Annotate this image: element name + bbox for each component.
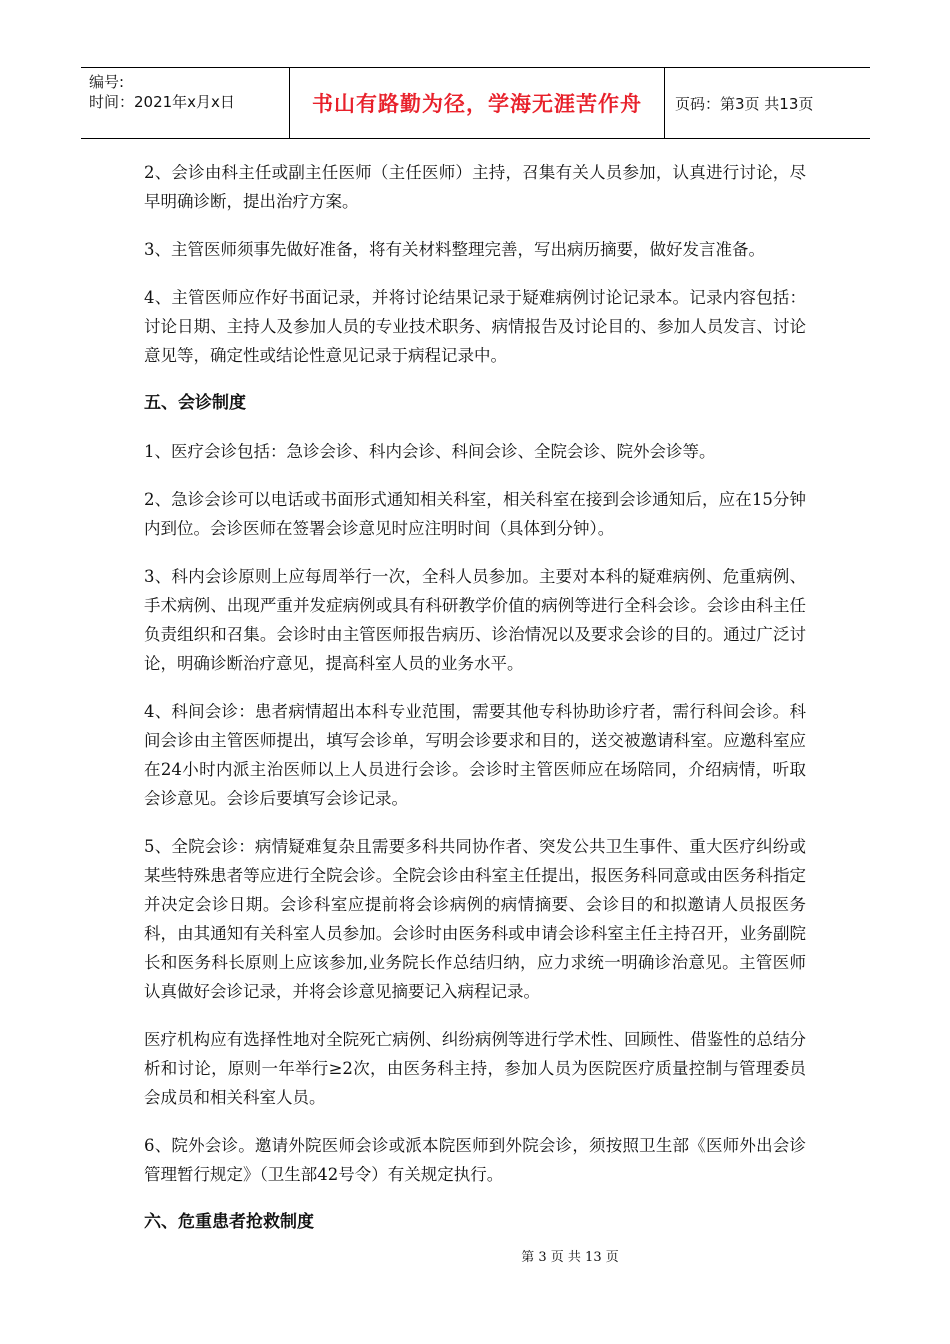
page-header (81, 67, 870, 139)
paragraph: 6、院外会诊。邀请外院医师会诊或派本院医师到外院会诊，须按照卫生部《医师外出会诊管理暂行规定》（卫生部42号令）有关规定执行。 (144, 1136, 806, 1184)
paragraph: 3、科内会诊原则上应每周举行一次，全科人员参加。主要对本科的疑难病例、危重病例、手术病例、出现严重并发症病例或具有科研教学价值的病例等进行全科会诊。会诊由科主任负责组织和召集。会诊时由主管医师报告病历、诊治情况以及要求会诊的目的。通过广泛讨论，明确诊断治疗意见，提高科室人员的业务水平。 (144, 567, 806, 673)
paragraph: 医疗机构应有选择性地对全院死亡病例、纠纷病例等进行学术性、回顾性、借鉴性的总结分析和讨论，原则一年举行≥2次，由医务科主持，参加人员为医院医疗质量控制与管理委员会成员和相关科室人员。 (144, 1030, 806, 1107)
paragraph: 4、科间会诊：患者病情超出本科专业范围，需要其他专科协助诊疗者，需行科间会诊。科间会诊由主管医师提出，填写会诊单，写明会诊要求和目的，送交被邀请科室。应邀科室应在24小时内派主治医师以上人员进行会诊。会诊时主管医师应在场陪同，介绍病情，听取会诊意见。会诊后要填写会诊记录。 (144, 702, 806, 808)
page-footer: 第 3 页 共 13 页 (521, 1250, 619, 1265)
paragraph: 3、主管医师须事先做好准备，将有关材料整理完善，写出病历摘要，做好发言准备。 (144, 240, 765, 259)
header-page-number: 页码：第3页 共13页 (675, 94, 814, 113)
paragraph: 2、急诊会诊可以电话或书面形式通知相关科室，相关科室在接到会诊通知后，应在15分钟内到位。会诊医师在签署会诊意见时应注明时间（具体到分钟）。 (144, 490, 806, 538)
document-time: 时间：2021年x月x日 (89, 93, 235, 111)
section-heading-rescue: 六、危重患者抢救制度 (144, 1212, 314, 1232)
paragraph: 4、主管医师应作好书面记录，并将讨论结果记录于疑难病例讨论记录本。记录内容包括：讨论日期、主持人及参加人员的专业技术职务、病情报告及讨论目的、参加人员发言、讨论意见等，确定性或结论性意见记录于病程记录中。 (144, 288, 806, 365)
header-meta (81, 68, 289, 138)
paragraph: 2、会诊由科主任或副主任医师（主任医师）主持，召集有关人员参加，认真进行讨论，尽早明确诊断，提出治疗方案。 (144, 163, 806, 211)
document-number: 编号: (89, 73, 125, 91)
paragraph: 5、全院会诊：病情疑难复杂且需要多科共同协作者、突发公共卫生事件、重大医疗纠纷或某些特殊患者等应进行全院会诊。全院会诊由科室主任提出，报医务科同意或由医务科指定并决定会诊日期。会诊科室应提前将会诊病例的病情摘要、会诊目的和拟邀请人员报医务科，由其通知有关科室人员参加。会诊时由医务科或申请会诊科室主任主持召开，业务副院长和医务科长原则上应该参加,业务院长作总结归纳，应力求统一明确诊治意见。主管医师认真做好会诊记录，并将会诊意见摘要记入病程记录。 (144, 837, 806, 1001)
header-motto: 书山有路勤为径，学海无涯苦作舟 (289, 68, 665, 138)
document-body (144, 158, 806, 1256)
paragraph: 1、医疗会诊包括：急诊会诊、科内会诊、科间会诊、全院会诊、院外会诊等。 (144, 442, 716, 461)
section-heading-consultation: 五、会诊制度 (144, 393, 246, 413)
